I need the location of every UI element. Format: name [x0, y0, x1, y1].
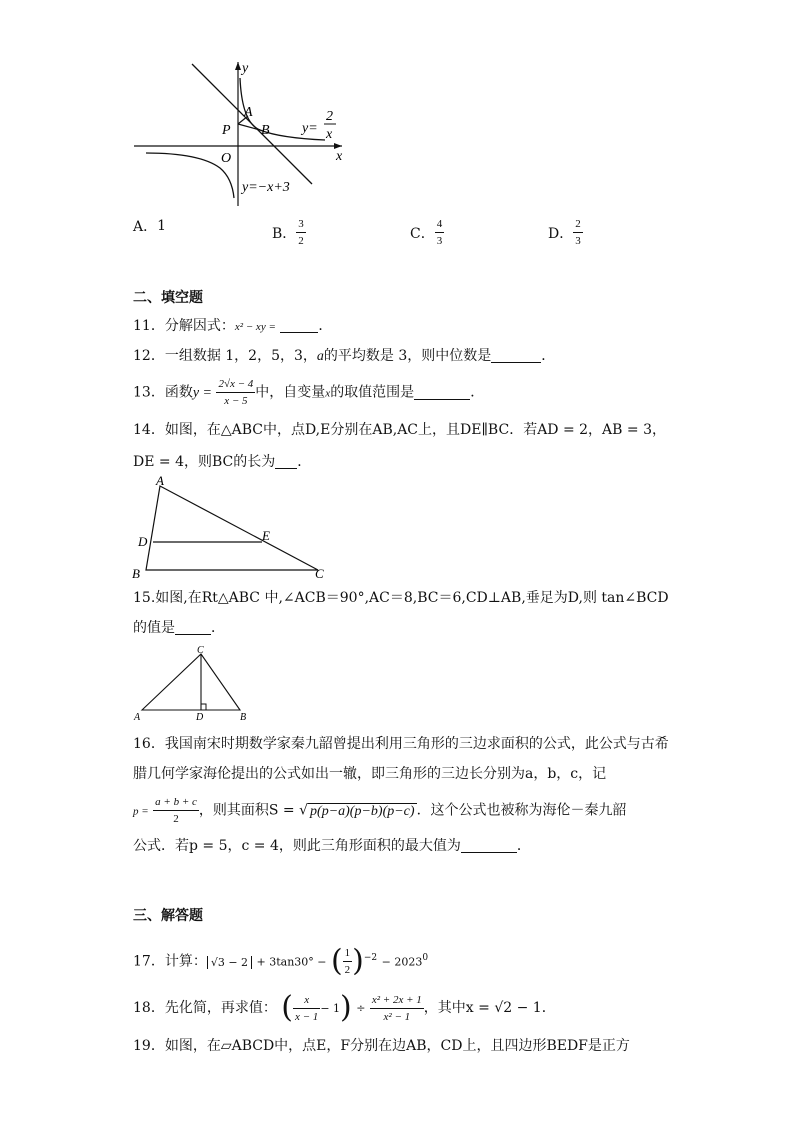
q11-answer-blank[interactable]: [280, 318, 318, 333]
q17-absolute-value: √3 − 2: [207, 956, 252, 969]
fig14-label-a: A: [156, 474, 164, 488]
choice-d-letter: D．: [548, 225, 574, 242]
q18-fraction-1: $\frac{x}{x - 1}$: [295, 993, 319, 1023]
fig15-label-a: A: [134, 712, 141, 723]
point-b-label: B: [261, 123, 270, 138]
fig14-label-b: B: [132, 566, 140, 580]
q17-fraction: $\frac{1}{2}$: [344, 947, 351, 977]
question-15-line2: 的值是 ．: [133, 620, 225, 636]
choice-c-fraction: $\frac{4}{3}$: [436, 218, 443, 247]
choice-a-letter: A．: [133, 219, 158, 235]
point-p-label: P: [222, 123, 231, 138]
section-solve-title: 三、解答题: [133, 908, 203, 924]
question-19: 19．如图，在▱ABCD中，点E，F分别在边AB，CD上，且四边形BEDF是正方: [133, 1038, 630, 1054]
choice-b[interactable]: [272, 216, 306, 249]
q15-answer-blank[interactable]: [175, 620, 211, 635]
choice-b-fraction: $\frac{3}{2}$: [298, 218, 304, 247]
right-triangle-altitude-figure: [130, 644, 260, 724]
q18-fraction-2: $\frac{\text{x² + 2x + 1}}{\text{x² − 1}}$: [371, 993, 422, 1023]
curve-label-den: x: [326, 127, 333, 142]
y-axis-label: y: [242, 61, 249, 76]
choice-a-value: 1: [157, 218, 167, 234]
question-17: 17．计算： √3 − 2 + 3tan30° − ( $\frac{1}{2}$ )$^{-2} - 2023^0$: [133, 943, 429, 979]
question-16-line1: 16．我国南宋时期数学家秦九韶曾提出利用三角形的三边求面积的公式，此公式与古希: [133, 736, 669, 752]
curve-label-num: 2: [326, 109, 333, 124]
question-13: 13．函数y = $\frac{2√x - 4}{x - 5}$ 中，自变量x的取值范围是 ．: [133, 378, 485, 407]
q13-fraction: $\frac{2√x - 4}{x - 5}$: [218, 378, 254, 407]
question-11: 11．分解因式：x² − xy = ．: [133, 318, 333, 334]
question-16-line2: 腊几何学家海伦提出的公式如出一辙，即三角形的三边长分别为a，b，c，记: [133, 766, 607, 782]
fig15-label-b: B: [240, 712, 247, 723]
question-16-line4: 公式．若p = 5，c = 4，则此三角形面积的最大值为 ．: [133, 838, 531, 854]
fig14-label-e: E: [262, 528, 270, 543]
origin-label: O: [221, 151, 232, 166]
choice-d[interactable]: [548, 216, 583, 249]
line-equation-label: y=−x+3: [242, 180, 290, 195]
point-a-label: A: [244, 105, 253, 120]
q11-expression: x² − xy =: [234, 321, 276, 333]
triangle-de-parallel-bc-figure: [130, 474, 330, 580]
q13-answer-blank[interactable]: [414, 385, 470, 400]
q16-p-fraction: $\frac{a + b + c}{2}$: [155, 796, 197, 825]
curve-label: y=: [302, 121, 318, 136]
fig14-label-d: D: [138, 534, 148, 549]
choice-b-letter: B．: [272, 225, 297, 242]
question-14-line1: 14．如图，在△ABC中，点D,E分别在AB,AC上，且DE∥BC．若AD = 2，AB = 3，: [133, 422, 666, 438]
question-14-line2: DE = 4，则BC的长为 ．: [133, 454, 312, 470]
choice-c-letter: C．: [410, 225, 435, 242]
question-15-line1: 15.如图,在Rt△ABC 中,∠ACB＝90°,AC＝8,BC＝6,CD⊥AB,垂足为D,则 tan∠BCD: [133, 590, 669, 606]
question-16-line3: p = $\frac{a + b + c}{2}$ ，则其面积S = √ p(p−a)(p−b)(p−c) ．这个公式也被称为海伦－秦九韶: [133, 796, 627, 825]
choice-c[interactable]: [410, 216, 444, 249]
q16-answer-blank[interactable]: [461, 838, 517, 853]
hyperbola-line-figure: [130, 58, 350, 208]
fig15-label-c: C: [197, 645, 204, 656]
fig15-label-d: D: [196, 712, 204, 723]
x-axis-label: x: [336, 149, 343, 164]
q16-sqrt-expression: p(p−a)(p−b)(p−c): [310, 803, 415, 819]
line-y-eq-neg-x-plus-3: [192, 64, 312, 184]
question-12: 12．一组数据 1，2，5，3，a的平均数是 3，则中位数是 ．: [133, 348, 556, 364]
q14-answer-blank[interactable]: [275, 454, 297, 469]
question-18: 18．先化简，再求值： ( $\frac{x}{x - 1}$ − 1) ÷ $\frac{\text{x² + 2x + 1}}{\text{x² − 1}}$ ，其中x = √2 − 1．: [133, 990, 556, 1025]
choice-d-fraction: $\frac{2}{3}$: [575, 218, 581, 247]
q12-answer-blank[interactable]: [491, 348, 541, 363]
choice-a[interactable]: [133, 216, 166, 236]
fig14-label-c: C: [315, 566, 324, 580]
section-fill-blank-title: 二、填空题: [133, 290, 203, 306]
